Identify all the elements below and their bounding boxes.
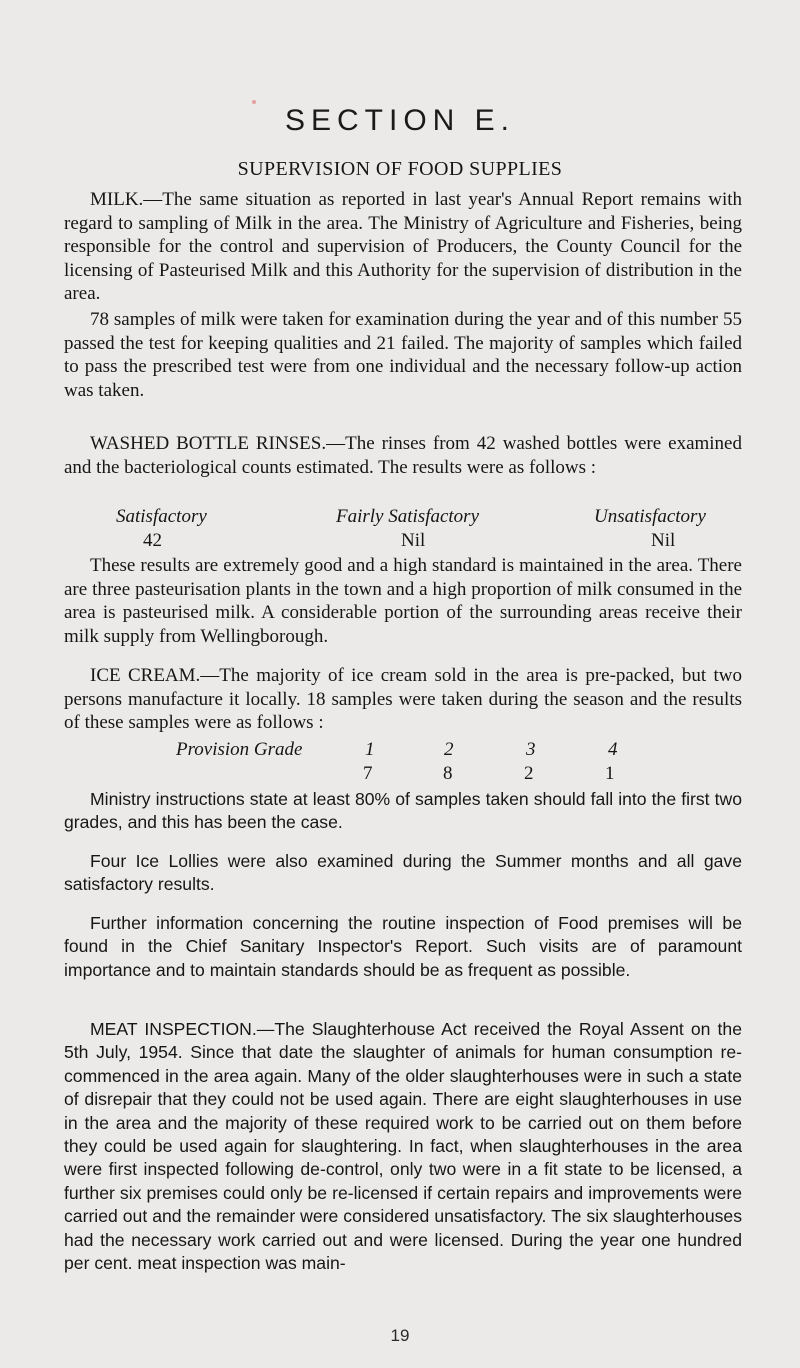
rinse-header-satisfactory: Satisfactory bbox=[116, 506, 207, 527]
grade-header-3: 3 bbox=[526, 739, 536, 760]
ministry-paragraph: Ministry instructions state at least 80% of samples taken should fall into the first two grades, and this has been the case. bbox=[64, 789, 742, 833]
milk-paragraph-2: 78 samples of milk were taken for examination during the year and of this number 55 passed the test for keeping qualities and 21 failed. The majority of samples which failed to pass the prescribed test were from one individual and the necessary follow-up action was taken. bbox=[64, 309, 742, 401]
rinse-value-satisfactory: 42 bbox=[143, 530, 162, 551]
grade-header-1: 1 bbox=[365, 739, 375, 760]
rinse-table-header-row bbox=[0, 506, 800, 530]
grade-table-label: Provision Grade bbox=[176, 739, 303, 760]
rinse-results-paragraph: These results are extremely good and a high standard is maintained in the area. There are three pasteurisation plants in the town and a high proportion of milk consumed in the area is pasteurised milk. A considerable portion of the surrounding areas receive their milk supply from Wellingborough. bbox=[64, 555, 742, 647]
grade-table-count-row bbox=[0, 763, 800, 787]
grade-count-2: 8 bbox=[443, 763, 453, 784]
page-number: 19 bbox=[390, 1326, 410, 1345]
rinse-table-value-row bbox=[0, 530, 800, 554]
milk-paragraph-1: MILK.—The same situation as reported in last year's Annual Report remains with regard to sampling of Milk in the area. The Ministry of Agriculture and Fisheries, being responsible for the control and supervision of Producers, the County Council for the licensing of Pasteurised Milk and this Authority for the supervision of distribution in the area. bbox=[64, 189, 742, 304]
rinse-value-fairly-satisfactory: Nil bbox=[401, 530, 426, 551]
ice-cream-paragraph: ICE CREAM.—The majority of ice cream sold in the area is pre-packed, but two persons manufacture it locally. 18 samples were taken during the season and the results of these samples were as follows : bbox=[64, 665, 742, 733]
further-information-paragraph: Further information concerning the routine inspection of Food premises will be found in the Chief Sanitary Inspector's Report. Such visits are of paramount importance and to maintain standards should be as frequent as possible. bbox=[64, 913, 742, 980]
rinse-header-fairly-satisfactory: Fairly Satisfactory bbox=[336, 506, 480, 527]
section-heading: SECTION E. bbox=[284, 104, 516, 137]
ice-lollies-paragraph: Four Ice Lollies were also examined during the Summer months and all gave satisfactory results. bbox=[64, 851, 742, 895]
rinse-header-unsatisfactory: Unsatisfactory bbox=[594, 506, 706, 527]
washed-bottle-paragraph: WASHED BOTTLE RINSES.—The rinses from 42 washed bottles were examined and the bacteriological counts estimated. The results were as follows : bbox=[64, 433, 742, 478]
meat-inspection-paragraph: MEAT INSPECTION.—The Slaughterhouse Act received the Royal Assent on the 5th July, 1954. Since that date the slaughter of animals for human consumption re-commenced in the area again. Many of the older slaughterhouses were in such a state of disrepair that they could not be used again. There are eight slaughterhouses in use in the area and the majority of these required work to be carried out on them before they could be used again for slaughtering. In fact, when slaughterhouses in the area were first inspected following de-control, only two were in a fit state to be licensed, a further six premises could only be re-licensed if certain repairs and improvements were carried out and the remainder were considered unsatisfactory. The six slaughterhouses had the necessary work carried out and were licensed. During the year one hundred per cent. meat inspection was main- bbox=[64, 1019, 742, 1274]
grade-count-3: 2 bbox=[524, 763, 534, 784]
rinse-value-unsatisfactory: Nil bbox=[651, 530, 676, 551]
grade-header-2: 2 bbox=[444, 739, 454, 760]
grade-count-1: 7 bbox=[363, 763, 373, 784]
grade-header-4: 4 bbox=[608, 739, 618, 760]
subheading: SUPERVISION OF FOOD SUPPLIES bbox=[237, 158, 563, 180]
grade-table-header-row bbox=[0, 739, 800, 763]
grade-count-4: 1 bbox=[605, 763, 615, 784]
